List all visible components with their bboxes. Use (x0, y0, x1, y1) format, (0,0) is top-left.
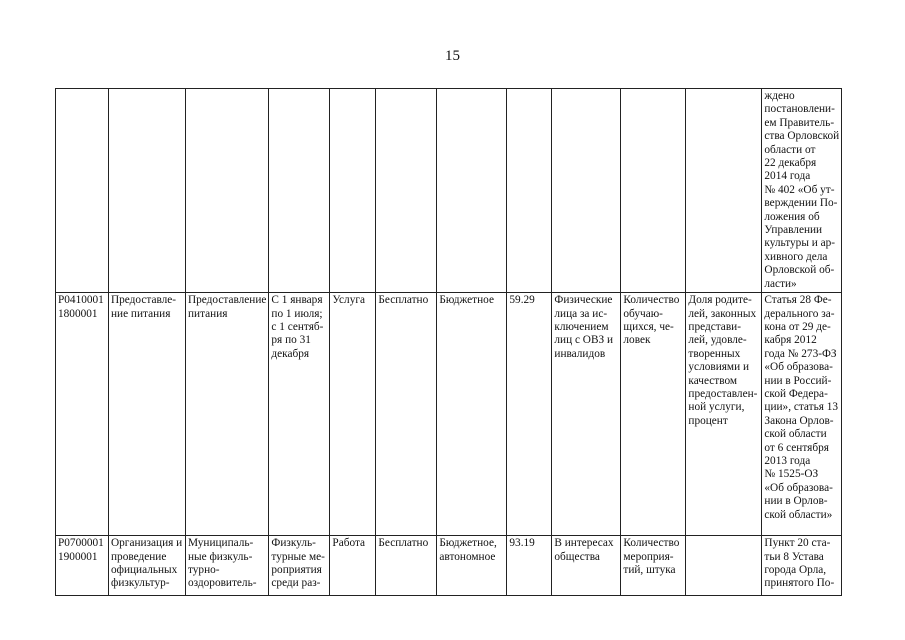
table-cell (330, 89, 376, 293)
table-cell (686, 536, 762, 596)
table-cell: Количество мероприя- тий, штука (621, 536, 686, 596)
table-cell (269, 89, 330, 293)
table-cell: С 1 января по 1 июля; с 1 сентяб- ря по 31 декабря (269, 293, 330, 536)
table-cell: ждено постановлени- ем Правитель- ства Орловской области от 22 декабря 2014 года № 402 «Об ут- верждении По- ложения об Управлении культуры и ар- хивного дела Орловской об- ласти» (762, 89, 842, 293)
page-number: 15 (445, 48, 460, 64)
table-cell: Услуга (330, 293, 376, 536)
table-cell (507, 89, 552, 293)
table-cell: Физкуль- турные ме- роприятия среди раз- (269, 536, 330, 596)
table-cell (109, 89, 186, 293)
services-table (55, 88, 842, 596)
table-cell: Р0700001 1900001 (56, 536, 109, 596)
table-cell (552, 89, 621, 293)
table-cell (376, 89, 437, 293)
table-cell: 59.29 (507, 293, 552, 536)
table-row (56, 293, 842, 536)
table-cell: Р0410001 1800001 (56, 293, 109, 536)
table-cell: Предоставле- ние питания (109, 293, 186, 536)
table-cell: Бесплатно (376, 536, 437, 596)
table-cell: Бюджетное (437, 293, 507, 536)
table-cell: В интересах общества (552, 536, 621, 596)
table-cell: Доля родите- лей, законных представи- лей, удовле- творенных условиями и качеством предоставлен- ной услуги, процент (686, 293, 762, 536)
table-cell (56, 89, 109, 293)
table-cell: Организация и проведение официальных физкультур- (109, 536, 186, 596)
table-cell: Бюджетное, автономное (437, 536, 507, 596)
table-row (56, 89, 842, 293)
table-cell: Пункт 20 ста- тьи 8 Устава города Орла, принятого По- (762, 536, 842, 596)
table-cell: Количество обучаю- щихся, че- ловек (621, 293, 686, 536)
table-row (56, 536, 842, 596)
table-cell (686, 89, 762, 293)
table-cell: Физические лица за ис- ключением лиц с ОВЗ и инвалидов (552, 293, 621, 536)
table-cell (186, 89, 269, 293)
table-cell: 93.19 (507, 536, 552, 596)
table-cell: Муниципаль- ные физкуль- турно- оздоровитель- (186, 536, 269, 596)
table-cell: Бесплатно (376, 293, 437, 536)
table-cell: Статья 28 Фе- дерального за- кона от 29 де- кабря 2012 года № 273-ФЗ «Об образова- нии в Россий- ской Федера- ции», статья 13 Закона Орлов- ской области от 6 сентября 2013 года № 1525-ОЗ «Об образова- нии в Орлов- ской области» (762, 293, 842, 536)
table-cell (621, 89, 686, 293)
table-cell (437, 89, 507, 293)
table-cell: Работа (330, 536, 376, 596)
table-cell: Предоставление питания (186, 293, 269, 536)
